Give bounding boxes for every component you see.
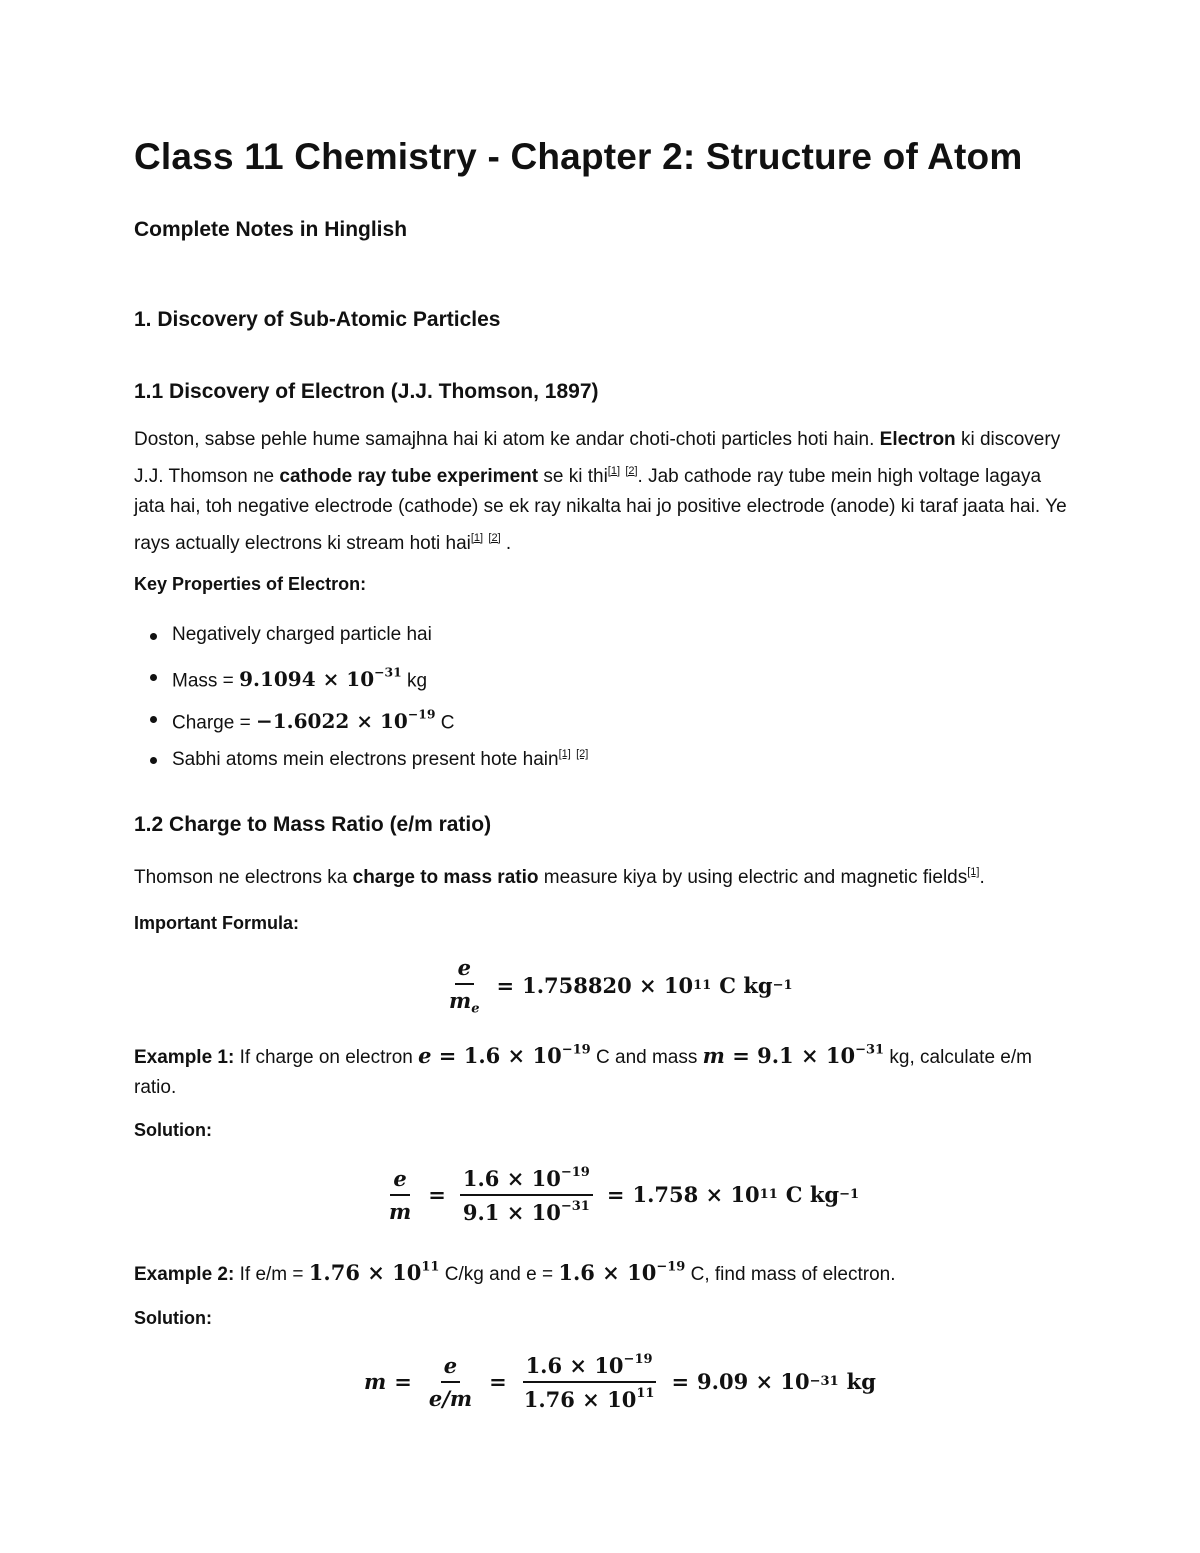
bold-run: Electron (879, 429, 956, 450)
list-item-text (172, 665, 427, 692)
citation-link[interactable]: [2] (488, 531, 501, 544)
math-value: 1.6 × 10 (462, 1165, 561, 1191)
math-exponent: −1 (772, 978, 793, 994)
math-exponent: 11 (421, 1259, 440, 1274)
list-item-text: Negatively charged particle hai (172, 624, 432, 645)
text-run: . Jab cathode ray tube mein high voltage lagaya jata hai, toh negative electrode (cathode) se ek ray nikalta hai jo positive electrode (anode) ki taraf jaata hai. Ye rays actually electrons ki stream hoti hai (134, 465, 1067, 554)
equals-sign: = (428, 1182, 446, 1208)
citation-link[interactable]: [2] (625, 464, 638, 477)
math-inline (256, 709, 435, 733)
equals-sign: = (671, 1369, 690, 1395)
fraction (386, 1166, 414, 1224)
text-run: If e/m = (234, 1263, 309, 1285)
solution-1-equation (380, 1165, 859, 1225)
equals-sign: = (489, 1369, 507, 1395)
fraction (446, 955, 483, 1017)
math-exponent: −31 (855, 1042, 885, 1057)
math-exponent: −19 (656, 1259, 686, 1274)
math-exponent: −31 (560, 1198, 590, 1214)
paragraph-electron-discovery (134, 425, 1074, 559)
example-label: Example 2: (134, 1263, 235, 1285)
text-run: . (505, 532, 512, 554)
math-unit: C kg (785, 1182, 840, 1208)
text-run: ki discovery J.J. Thomson ne (134, 429, 1061, 487)
math-variable: m (702, 1042, 725, 1068)
math-value: 9.1094 × 10 (239, 667, 375, 692)
math-value: −1.6022 × 10 (255, 709, 408, 734)
fraction-denominator (460, 1196, 593, 1225)
text-run: C, find mass of electron. (685, 1263, 896, 1285)
math-value: 9.1 × 10 (757, 1042, 856, 1068)
bullet-icon (150, 757, 157, 764)
fraction-denominator: e/m (428, 1385, 473, 1411)
fraction-numerator (460, 1165, 593, 1196)
bullet-icon (150, 674, 157, 681)
citation-link[interactable]: [1] (967, 866, 980, 878)
paragraph-em-ratio (134, 857, 1074, 894)
math-value: 9.09 × 10 (697, 1369, 810, 1395)
math-exponent: −31 (809, 1374, 839, 1390)
fraction (460, 1165, 593, 1225)
math-value: 1.76 × 10 (308, 1259, 422, 1285)
text-run: Doston, sabse pehle hume samajhna hai ki atom ke andar choti-choti particles hoti hain. (134, 429, 880, 450)
math-value: 1.6 × 10 (463, 1042, 562, 1068)
text-run: C/kg and e = (439, 1263, 559, 1285)
fraction-numerator (523, 1352, 656, 1383)
equals-sign: = (394, 1369, 412, 1395)
key-properties-label: Key Properties of Electron: (134, 574, 367, 594)
math-value: 1.758 × 10 (632, 1182, 760, 1208)
text-run: kg, calculate e/m ratio. (134, 1046, 1032, 1099)
bullet-icon (150, 716, 157, 723)
math-variable: m (364, 1369, 387, 1395)
fraction-denominator: m (389, 1198, 412, 1224)
fraction-denominator (521, 1383, 658, 1412)
citation-link[interactable]: [2] (576, 748, 589, 760)
math-inline: $m = 9.1 \times 10^{-31}$ (702, 1042, 885, 1068)
text-run: se ki thi (538, 465, 608, 487)
text-run: Sabhi atoms mein electrons present hote hain (172, 749, 559, 770)
math-exponent: −1 (839, 1187, 860, 1203)
fraction-numerator: e (441, 1353, 460, 1383)
solution-2-equation (364, 1352, 876, 1412)
example-2 (134, 1252, 1074, 1290)
math-value: 9.1 × 10 (462, 1199, 561, 1225)
text-run: Thomson ne electrons ka (134, 867, 353, 888)
section-heading-1-2: 1.2 Charge to Mass Ratio (e/m ratio) (134, 813, 492, 836)
math-exponent: 11 (636, 1385, 655, 1401)
list-item-text (172, 748, 588, 771)
math-value: 1.758820 × 10 (522, 973, 694, 999)
math-exponent: −19 (623, 1352, 653, 1367)
math-exponent: 11 (693, 978, 712, 994)
math-unit: C kg (719, 973, 773, 999)
citation-link[interactable]: [1] (558, 748, 571, 760)
math-inline: $e = 1.6 \times 10^{-19}$ (418, 1042, 591, 1068)
math-value: 1.6 × 10 (558, 1259, 657, 1285)
solution-label: Solution: (134, 1308, 212, 1328)
math-exponent: −19 (560, 1165, 590, 1180)
text-run: If charge on electron (234, 1046, 419, 1068)
bold-run: cathode ray tube experiment (279, 465, 539, 487)
citation-link[interactable]: [1] (607, 464, 621, 477)
math-variable: m (449, 988, 472, 1013)
math-exponent: −19 (561, 1042, 591, 1057)
fraction-numerator: e (455, 955, 474, 985)
text-run: kg (401, 670, 428, 692)
fraction (521, 1352, 658, 1412)
section-heading-1-1: 1.1 Discovery of Electron (J.J. Thomson, 1897) (134, 380, 599, 403)
math-exponent: −31 (374, 665, 402, 680)
solution-label: Solution: (134, 1120, 212, 1140)
page-title: Class 11 Chemistry - Chapter 2: Structure of Atom (134, 136, 1023, 177)
math-unit: kg (846, 1369, 876, 1395)
fraction-numerator: e (390, 1166, 409, 1196)
bold-run: charge to mass ratio (352, 867, 539, 888)
text-run: measure kiya by using electric and magnetic fields (538, 867, 968, 888)
equals-sign: = (496, 973, 515, 999)
section-heading-1: 1. Discovery of Sub-Atomic Particles (134, 308, 501, 331)
math-value: 1.6 × 10 (525, 1352, 624, 1378)
fraction-denominator (446, 985, 483, 1017)
equals-sign: = (606, 1182, 625, 1208)
text-run: C and mass (590, 1046, 703, 1068)
fraction (426, 1353, 475, 1411)
math-value: 1.76 × 10 (523, 1386, 637, 1412)
math-inline (309, 1260, 440, 1285)
math-inline (239, 667, 402, 691)
citation-link[interactable]: [1] (470, 531, 484, 544)
math-variable: e (418, 1042, 432, 1068)
example-1 (134, 1035, 1074, 1104)
text-run: Charge = (172, 712, 256, 734)
bullet-icon (150, 633, 157, 640)
math-subscript: e (471, 1001, 480, 1017)
text-run: . (979, 867, 985, 888)
example-label: Example 1: (134, 1046, 235, 1068)
text-run: C (435, 712, 455, 734)
math-exponent: 11 (759, 1187, 778, 1203)
page-subtitle: Complete Notes in Hinglish (134, 218, 408, 241)
math-exponent: −19 (407, 707, 436, 722)
list-item-text (172, 707, 454, 734)
important-formula-label: Important Formula: (134, 913, 299, 933)
text-run: Mass = (172, 670, 240, 692)
math-inline (558, 1260, 685, 1285)
formula-em-ratio (440, 955, 793, 1017)
